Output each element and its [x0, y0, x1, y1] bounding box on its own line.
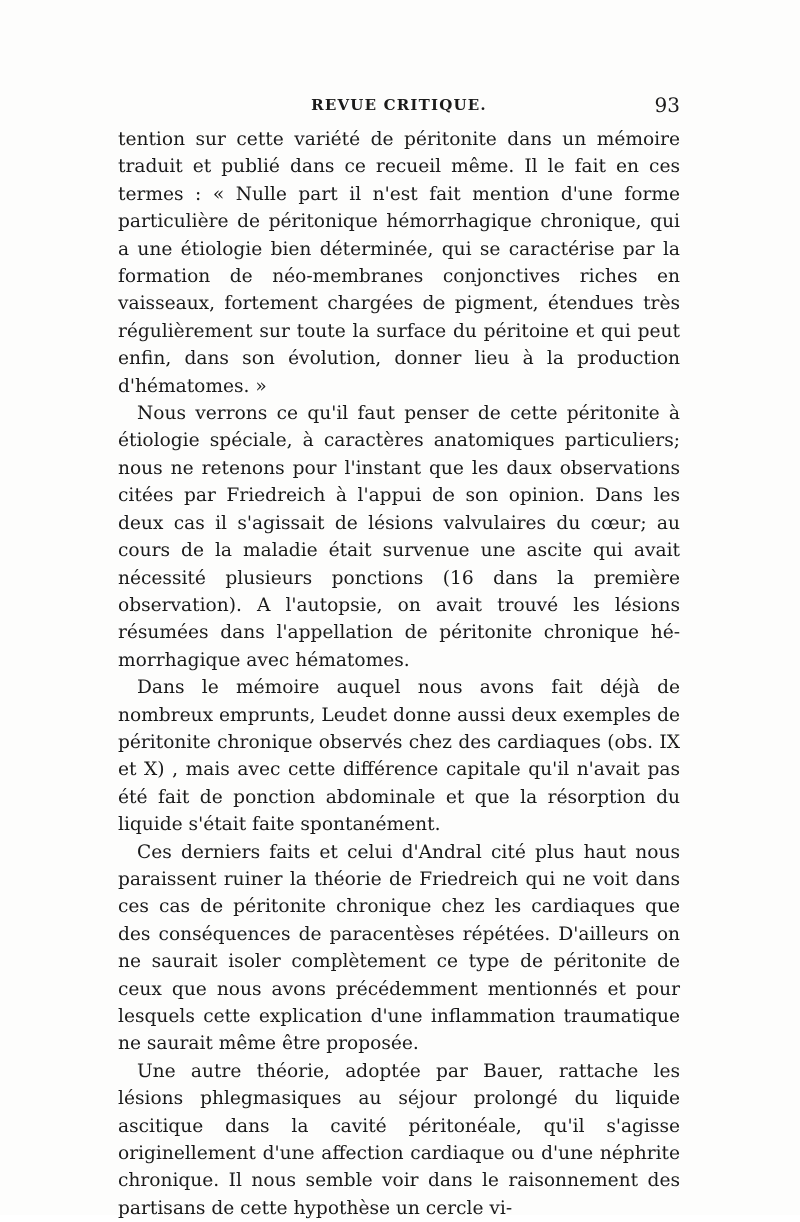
- page-number: 93: [654, 93, 680, 117]
- running-title: REVUE CRITIQUE.: [311, 96, 487, 114]
- paragraph-4: Ces derniers faits et celui d'Andral cité plus haut nous paraissent ruiner la théorie de Friedreich qui ne voit dans ces cas de péritonite chronique chez les cardiaques que des conséquences de paracentèses répétées. D'ailleurs on ne saurait isoler complètement ce type de péritonite de ceux que nous avons précédemment mentionnés et pour lesquels cette explication d'une inflammation traumatique ne saurait même être proposée.: [118, 841, 680, 1055]
- running-head: [118, 93, 680, 122]
- paragraph-3: Dans le mémoire auquel nous avons fait déjà de nombreux emprunts, Leudet donne aussi deux exemples de péritonite chronique observés chez des cardiaques (obs. IX et X) , mais avec cette différence capitale qu'il n'avait pas été fait de ponction abdominale et que la résorption du liquide s'était faite spontanément.: [118, 677, 680, 836]
- paragraph-1: tention sur cette variété de péritonite dans un mémoire traduit et publié dans ce recueil même. Il le fait en ces termes : « Nulle part il n'est fait mention d'une forme particulière de péritonique hémorrhagique chronique, qui a une étiologie bien déterminée, qui se caractérise par la formation de néo-membranes conjonctives riches en vaisseaux, fortement chargées de pigment, étendues très régulièrement sur toute la surface du péritoine et qui peut enfin, dans son évolution, donner lieu à la production d'hématomes. »: [118, 129, 680, 397]
- paragraph-2: Nous verrons ce qu'il faut penser de cette péritonite à étiologie spéciale, à caractères anatomiques particuliers; nous ne retenons pour l'instant que les daux observations citées par Friedreich à l'appui de son opinion. Dans les deux cas il s'agissait de lésions valvulaires du cœur; au cours de la maladie était survenue une ascite qui avait nécessité plusieurs ponctions (16 dans la première observation). A l'autopsie, on avait trouvé les lésions résumées dans l'appellation de péritonite chronique hémorrhagique avec hématomes.: [118, 403, 680, 671]
- paragraph-5: Une autre théorie, adoptée par Bauer, rattache les lésions phlegmasiques au séjour prolongé du liquide ascitique dans la cavité péritonéale, qu'il s'agisse originellement d'une affection cardiaque ou d'une néphrite chronique. Il nous semble voir dans le raisonnement des partisans de cette hypothèse un cercle vi-: [118, 1060, 680, 1219]
- text-body: [118, 126, 680, 1222]
